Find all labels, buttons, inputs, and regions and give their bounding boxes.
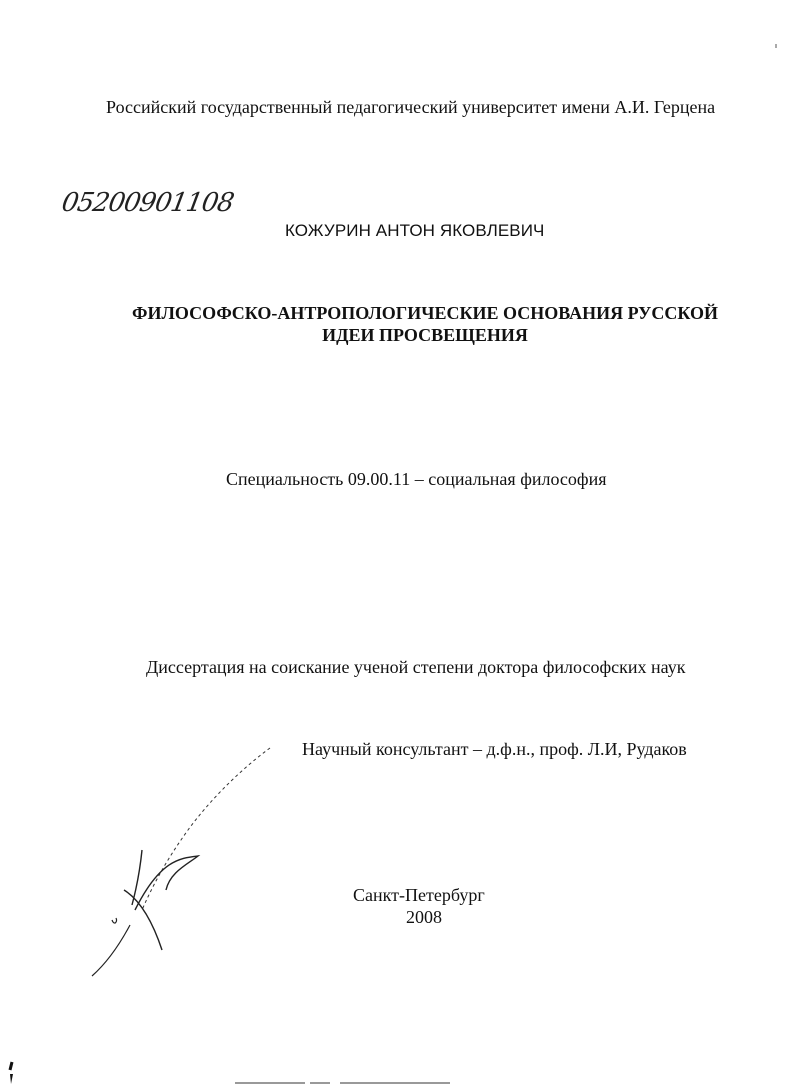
author-name: КОЖУРИН АНТОН ЯКОВЛЕВИЧ bbox=[285, 221, 545, 240]
dissertation-title bbox=[110, 302, 740, 346]
city: Санкт-Петербург bbox=[353, 885, 485, 905]
speciality-line: Специальность 09.00.11 – социальная философия bbox=[226, 469, 607, 489]
university-name: Российский государственный педагогический университет имени А.И. Герцена bbox=[106, 97, 716, 117]
degree-statement: Диссертация на соискание ученой степени доктора философских наук bbox=[146, 657, 686, 677]
handwritten-signature bbox=[70, 740, 290, 980]
handwritten-archive-code: 05200901108 bbox=[59, 188, 236, 218]
year: 2008 bbox=[406, 907, 442, 927]
title-line-1: ФИЛОСОФСКО-АНТРОПОЛОГИЧЕСКИЕ ОСНОВАНИЯ РУССКОЙ bbox=[132, 303, 718, 323]
scientific-advisor: Научный консультант – д.ф.н., проф. Л.И, Рудаков bbox=[302, 739, 687, 759]
title-line-2: ИДЕИ ПРОСВЕЩЕНИЯ bbox=[322, 325, 528, 345]
